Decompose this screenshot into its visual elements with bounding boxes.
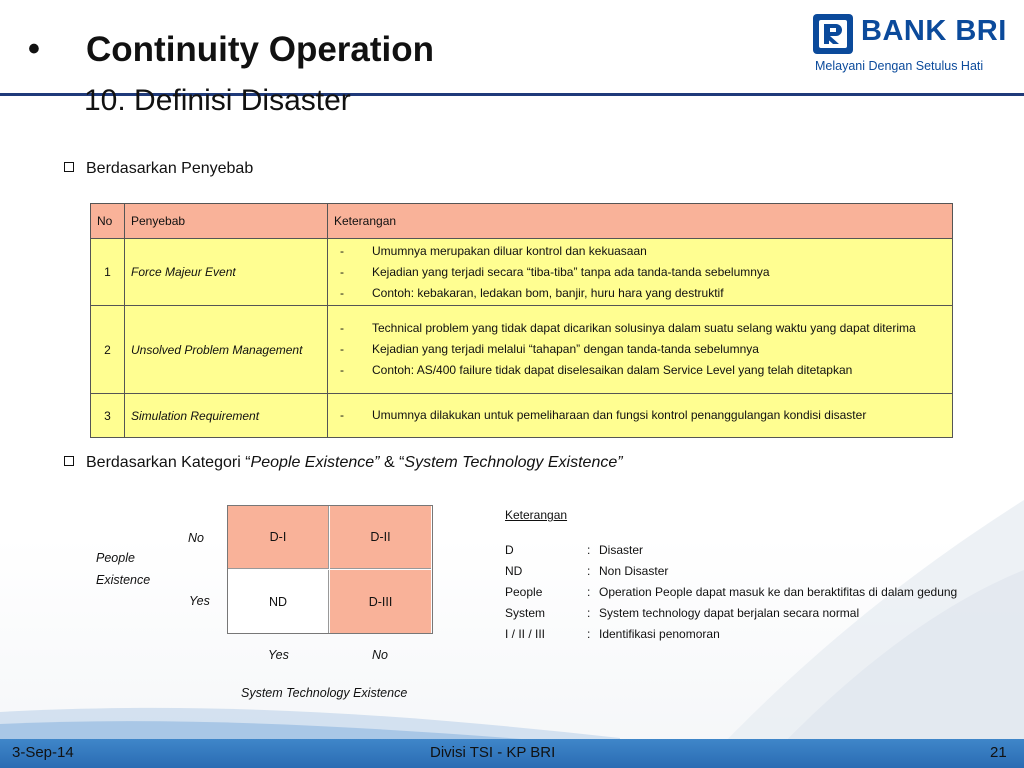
section-penyebab-label: Berdasarkan Penyebab [86, 160, 254, 177]
matrix-cell: D-II [330, 506, 431, 569]
matrix-x-label: System Technology Existence [241, 686, 408, 700]
keterangan-item: - Kejadian yang terjadi melalui “tahapan” dengan tanda-tanda sebelumnya [334, 339, 946, 360]
section-penyebab [64, 160, 253, 178]
bank-bri-logo [795, 2, 1019, 80]
matrix-col-label: No [372, 648, 388, 662]
legend-term: People [505, 585, 543, 599]
row-no: 1 [91, 239, 125, 306]
legend-item [505, 603, 860, 624]
legend-term: ND [505, 564, 523, 578]
matrix-cell: D-III [330, 570, 431, 633]
keterangan-item: - Contoh: AS/400 failure tidak dapat diselesaikan dalam Service Level yang telah ditetapkan [334, 360, 946, 381]
legend-item [505, 582, 958, 603]
matrix-y-label-line2: Existence [96, 573, 151, 587]
penyebab-table [90, 203, 953, 438]
table-row [91, 394, 953, 438]
table-row [91, 306, 953, 394]
page-title: Continuity Operation [86, 30, 435, 69]
legend-def: System technology dapat berjalan secara normal [599, 606, 860, 620]
section-kategori-term2: System Technology Existence” [404, 454, 623, 471]
category-matrix [227, 505, 433, 634]
keterangan-item: - Kejadian yang terjadi secara “tiba-tiba” tanpa ada tanda-tanda sebelumnya [334, 262, 946, 283]
section-kategori [64, 454, 623, 472]
row-penyebab: Force Majeur Event [125, 239, 328, 306]
bri-logo-icon [812, 13, 854, 55]
legend-term: System [505, 606, 546, 620]
matrix-y-label-line1: People [96, 551, 135, 565]
row-penyebab: Simulation Requirement [125, 394, 328, 438]
row-no: 2 [91, 306, 125, 394]
section-kategori-amp: & “ [379, 454, 405, 471]
legend-def: Operation People dapat masuk ke dan beraktifitas di dalam gedung [599, 585, 958, 599]
legend-term: I / II / III [505, 627, 546, 641]
keterangan-legend [505, 508, 958, 645]
title-bullet: • [28, 30, 40, 68]
legend-colon: : [587, 585, 591, 599]
keterangan-item: - Contoh: kebakaran, ledakan bom, banjir, huru hara yang destruktif [334, 283, 946, 304]
footer-date: 3-Sep-14 [12, 744, 74, 761]
header-keterangan: Keterangan [328, 204, 953, 239]
row-penyebab: Unsolved Problem Management [125, 306, 328, 394]
page-number: 21 [990, 744, 1007, 761]
legend-colon: : [587, 543, 591, 557]
matrix-col-label: Yes [268, 648, 289, 662]
matrix-row-label: No [188, 531, 204, 545]
legend-def: Non Disaster [599, 564, 669, 578]
checkbox-bullet-icon [64, 162, 74, 172]
legend-colon: : [587, 564, 591, 578]
keterangan-item: - Technical problem yang tidak dapat dicarikan solusinya dalam suatu selang waktu yang dapat diterima [334, 318, 946, 339]
legend-item [505, 540, 644, 561]
legend-colon: : [587, 627, 591, 641]
section-kategori-prefix: Berdasarkan Kategori “ [86, 454, 251, 471]
legend-colon: : [587, 606, 591, 620]
logo-tagline: Melayani Dengan Setulus Hati [815, 59, 984, 73]
section-kategori-term1: People Existence” [250, 454, 380, 471]
table-row [91, 239, 953, 306]
legend-term: D [505, 543, 514, 557]
legend-def: Identifikasi penomoran [599, 627, 720, 641]
legend-item [505, 624, 720, 645]
header-no: No [91, 204, 125, 239]
legend-item [505, 561, 669, 582]
keterangan-item: - Umumnya dilakukan untuk pemeliharaan dan fungsi kontrol penanggulangan kondisi disaster [334, 405, 946, 426]
row-keterangan [328, 239, 953, 306]
page-subtitle: 10. Definisi Disaster [84, 84, 351, 117]
footer-center-text: Divisi TSI - KP BRI [430, 744, 556, 761]
table-header-row [91, 204, 953, 239]
logo-name: BANK BRI [861, 15, 1007, 47]
matrix-row-label: Yes [189, 594, 210, 608]
keterangan-item: - Umumnya merupakan diluar kontrol dan kekuasaan [334, 241, 946, 262]
row-keterangan [328, 394, 953, 438]
legend-title: Keterangan [505, 508, 568, 522]
row-no: 3 [91, 394, 125, 438]
header-penyebab: Penyebab [125, 204, 328, 239]
matrix-cell: D-I [228, 506, 329, 569]
legend-def: Disaster [599, 543, 644, 557]
row-keterangan [328, 306, 953, 394]
checkbox-bullet-icon [64, 456, 74, 466]
matrix-cell: ND [228, 570, 329, 633]
